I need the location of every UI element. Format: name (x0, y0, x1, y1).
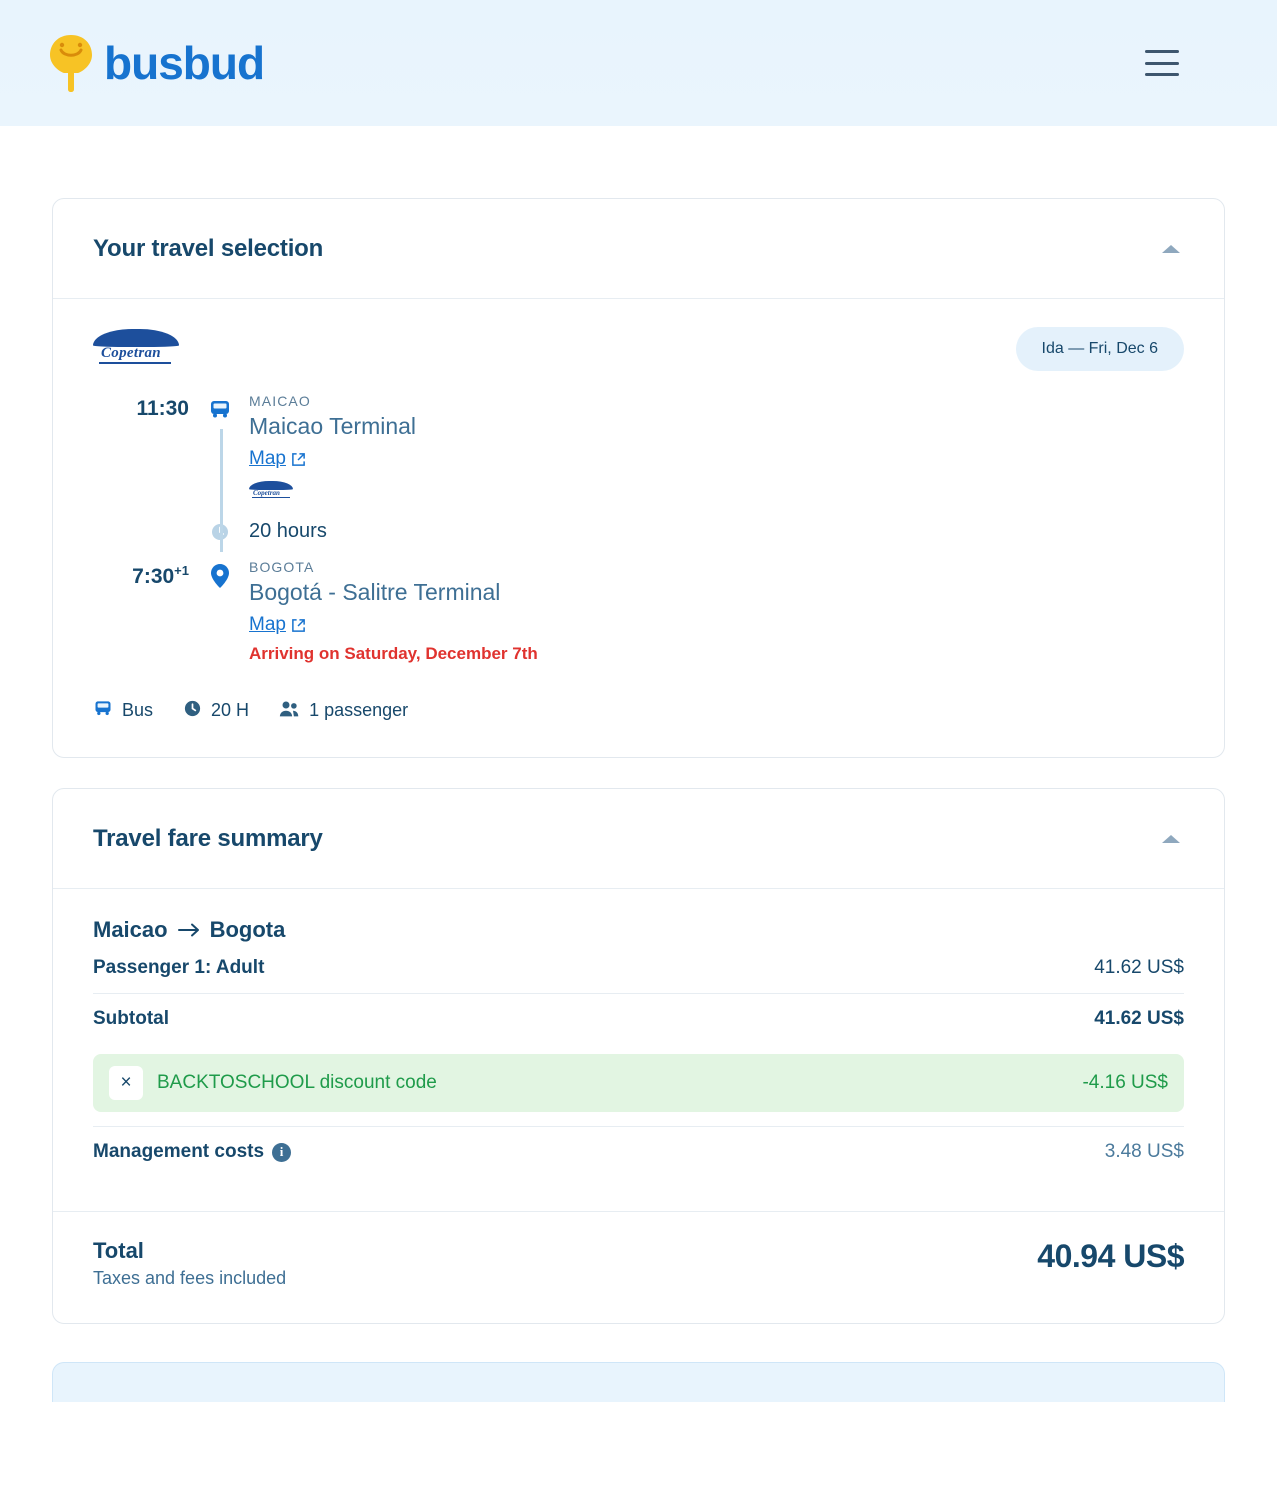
trip-direction-badge: Ida — Fri, Dec 6 (1016, 327, 1184, 371)
travel-selection-body (53, 299, 1224, 757)
departure-station: Maicao Terminal (249, 413, 417, 439)
chevron-up-icon[interactable] (1162, 245, 1180, 253)
menu-bar-3 (1145, 73, 1179, 76)
fare-summary-body (53, 889, 1224, 1211)
external-link-icon (291, 618, 306, 633)
total-label: Total (93, 1238, 144, 1263)
management-costs-value: 3.48 US$ (1104, 1141, 1184, 1162)
travel-selection-header[interactable] (53, 199, 1224, 299)
fare-route-from: Maicao (93, 917, 168, 942)
fare-row-label: Passenger 1: Adult (93, 957, 265, 978)
arrival-time-value: 7:30 (132, 565, 175, 588)
leg-duration-row (203, 520, 1184, 543)
itinerary-line (220, 429, 223, 552)
meta-passengers-icon (279, 699, 300, 723)
discount-code-row (93, 1054, 1184, 1112)
travel-selection-card (52, 198, 1225, 758)
meta-mode-label: Bus (122, 700, 154, 720)
departure-city: MAICAO (249, 393, 311, 409)
remove-discount-button[interactable]: × (109, 1066, 143, 1100)
total-value: 40.94 US$ (1037, 1238, 1184, 1274)
arrival-city: BOGOTA (249, 559, 315, 575)
meta-passengers-label: 1 passenger (309, 700, 409, 720)
departure-map-label: Map (249, 448, 286, 469)
arrival-map-label: Map (249, 614, 286, 635)
itinerary-arrival (93, 559, 1184, 664)
chevron-up-icon[interactable] (1162, 835, 1180, 843)
departure-map-link[interactable] (249, 448, 306, 470)
page-content (0, 198, 1277, 1402)
menu-icon[interactable] (1145, 50, 1179, 76)
arrival-day-offset: +1 (174, 563, 189, 578)
carrier-logo-copetran (93, 327, 179, 367)
fare-row-subtotal (93, 994, 1184, 1044)
departure-details (237, 393, 1184, 500)
subtotal-value: 41.62 US$ (1094, 1008, 1184, 1029)
arrival-map-link[interactable] (249, 614, 306, 636)
itinerary-departure (93, 393, 1184, 500)
total-left (93, 1238, 286, 1289)
travel-selection-title: Your travel selection (93, 234, 324, 262)
fare-row-value: 41.62 US$ (1094, 957, 1184, 978)
arrow-right-icon (178, 917, 200, 943)
arrival-station: Bogotá - Salitre Terminal (249, 579, 501, 605)
info-icon[interactable]: i (272, 1143, 291, 1162)
carrier-logo-bar (99, 362, 171, 364)
map-pin-icon (203, 559, 237, 589)
carrier-row (93, 327, 1184, 371)
arrival-date-note: Arriving on Saturday, December 7th (249, 644, 538, 663)
fare-summary-card (52, 788, 1225, 1324)
fare-row-management-costs (93, 1127, 1184, 1177)
meta-clock-icon (183, 699, 202, 723)
menu-bar-2 (1145, 62, 1179, 65)
management-costs-label: Management costs (93, 1141, 265, 1162)
itinerary (93, 393, 1184, 664)
management-costs-label-wrap (93, 1141, 291, 1163)
departure-time: 11:30 (136, 397, 189, 420)
discount-value: -4.16 US$ (1082, 1072, 1168, 1093)
meta-bus-icon (93, 698, 113, 723)
meta-duration-label: 20 H (211, 700, 250, 720)
bus-icon (203, 393, 237, 421)
discount-left (109, 1066, 437, 1100)
total-section (53, 1211, 1224, 1323)
fare-summary-title: Travel fare summary (93, 824, 323, 852)
leg-carrier-bar (252, 497, 290, 498)
leg-carrier-logo (249, 480, 293, 500)
busbud-pin-icon (48, 33, 94, 93)
external-link-icon (291, 452, 306, 467)
arrival-details (237, 559, 1184, 664)
subtotal-label: Subtotal (93, 1008, 169, 1029)
leg-duration: 20 hours (249, 520, 327, 542)
fare-route (93, 917, 1184, 943)
arrival-time (93, 559, 203, 589)
menu-bar-1 (1145, 50, 1179, 53)
discount-label: BACKTOSCHOOL discount code (157, 1072, 437, 1093)
fare-route-to: Bogota (209, 917, 286, 942)
leg-carrier-name: Copetran (253, 489, 280, 497)
brand-logo[interactable] (48, 33, 264, 93)
next-section-placeholder (52, 1362, 1225, 1402)
fare-row-passenger-1 (93, 943, 1184, 993)
total-sublabel: Taxes and fees included (93, 1268, 287, 1288)
brand-name: busbud (104, 37, 265, 89)
site-header (0, 0, 1277, 126)
fare-summary-header[interactable] (53, 789, 1224, 889)
trip-meta-row (93, 698, 1184, 723)
carrier-logo-name: Copetran (101, 345, 161, 361)
